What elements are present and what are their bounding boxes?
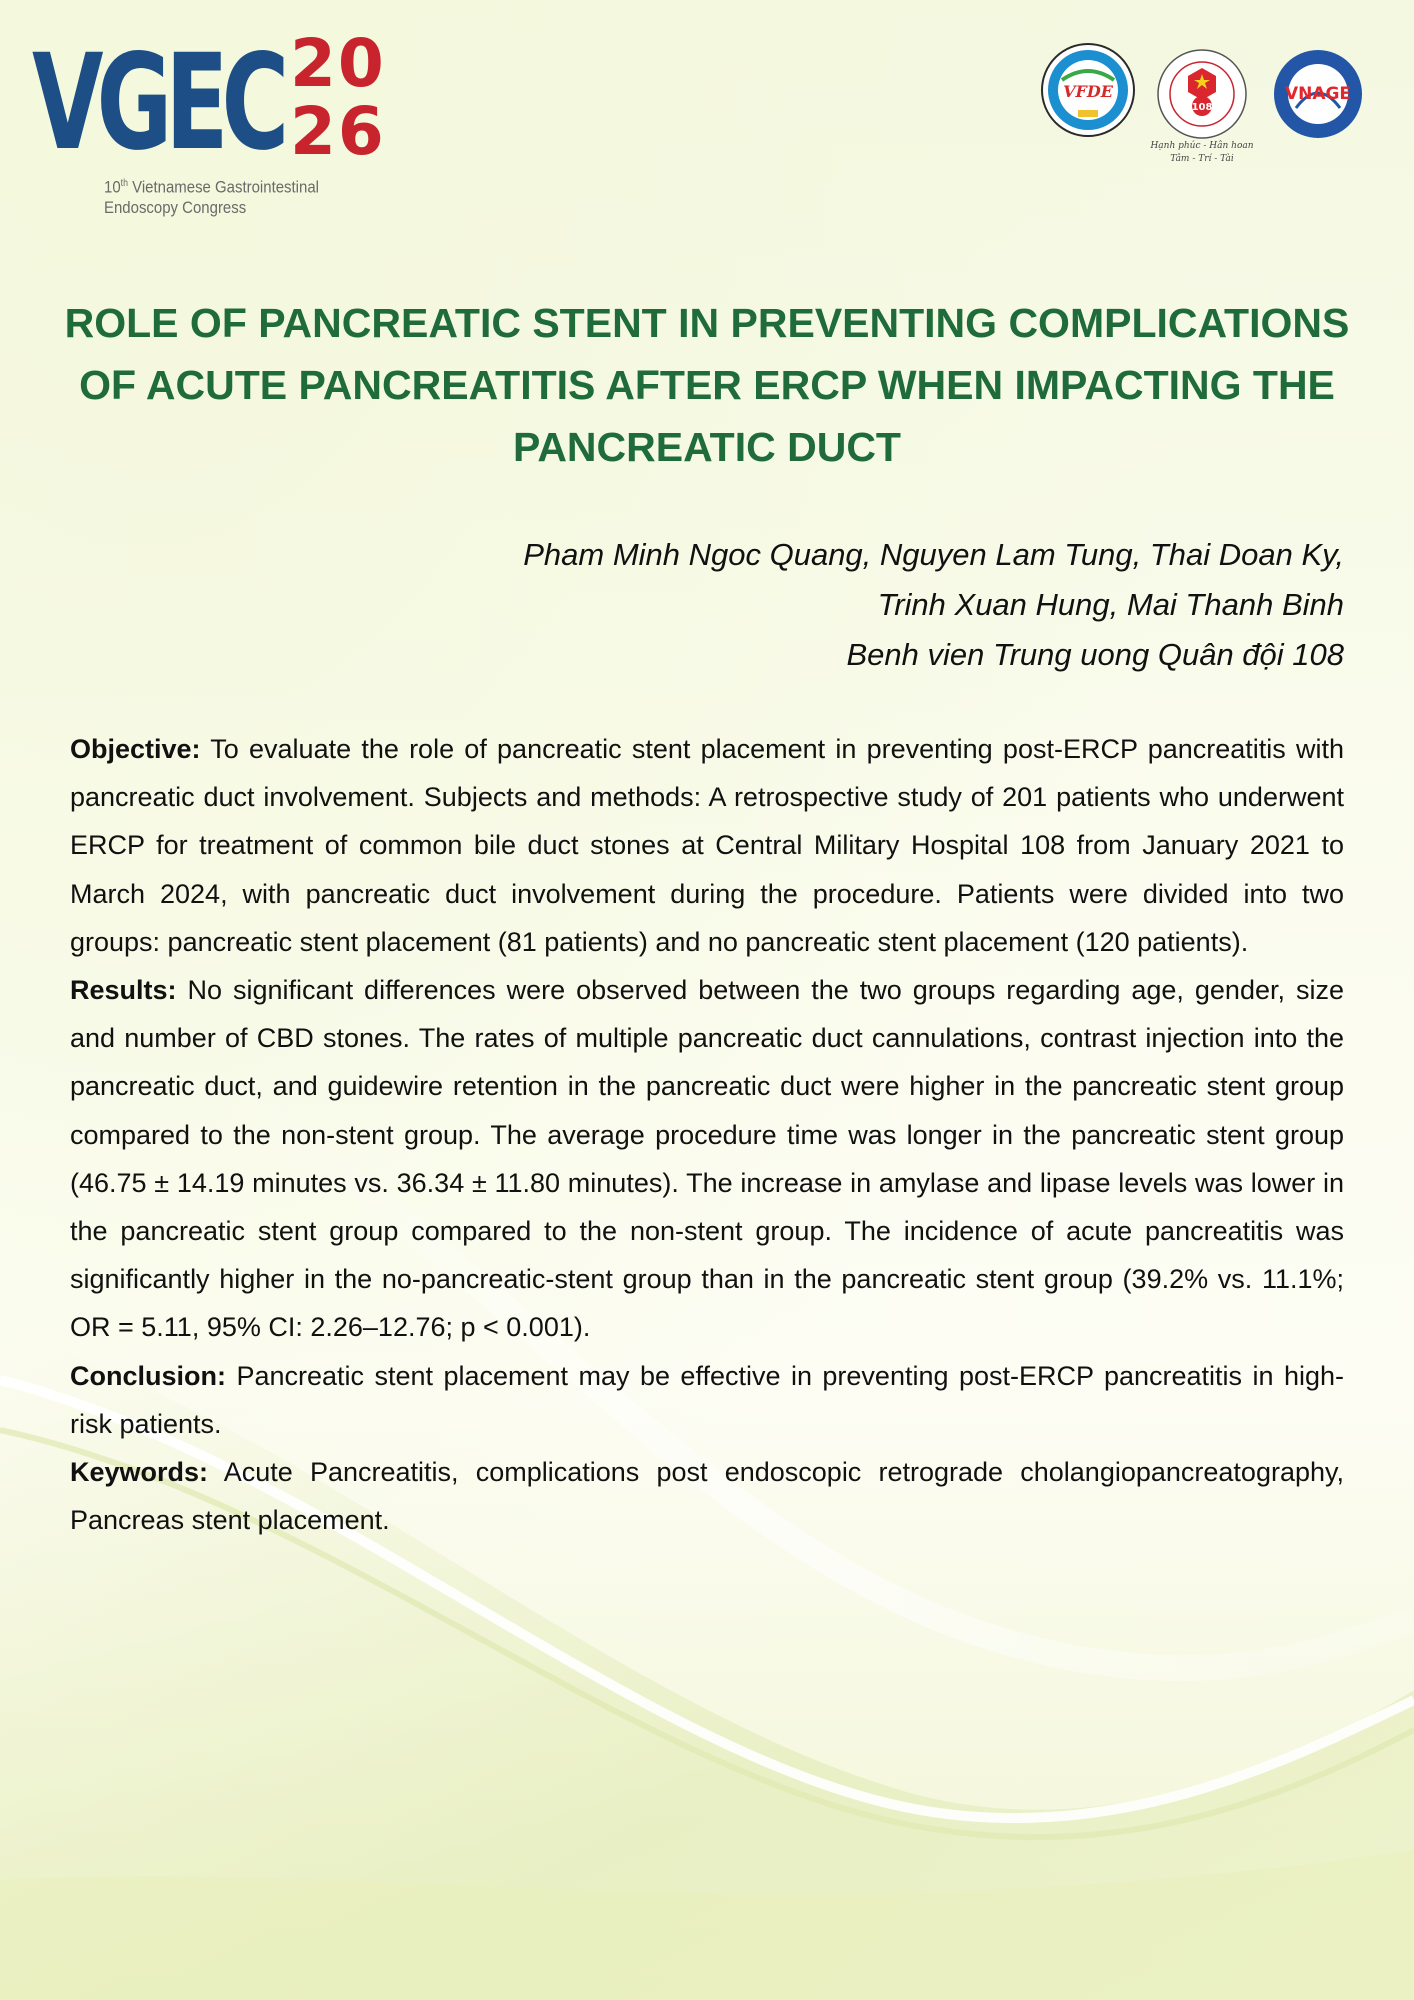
logo-subtitle-line1: Vietnamese Gastrointestinal	[127, 177, 319, 197]
hospital-motto	[1140, 140, 1264, 166]
motto-line-2: Tâm - Trí - Tài	[1170, 154, 1234, 164]
results-text: No significant differences were observed between the two groups regarding age, gender, size and number of CBD stones. The rates of multiple pancreatic duct cannulations, contrast injection into the pancreatic duct, and guidewire retention in the pancreatic duct were higher in the pancreatic stent group compared to the non-stent group. The average procedure time was longer in the pancreatic stent group (46.75 ± 14.19 minutes vs. 36.34 ± 11.80 minutes). The increase in amylase and lipase levels was lower in the pancreatic stent group compared to the non-stent group. The incidence of acute pancreatitis was significantly higher in the no-pancreatic-stent group than in the pancreatic stent group (39.2% vs. 11.1%; OR = 5.11, 95% CI: 2.26–12.76; p < 0.001).	[70, 975, 1344, 1343]
logo-year-top: 20	[290, 25, 386, 102]
hospital-108-seal	[1156, 48, 1248, 140]
vfde-seal	[1040, 42, 1136, 138]
authors-line-1: Pham Minh Ngoc Quang, Nguyen Lam Tung, Thai Doan Ky,	[523, 537, 1344, 572]
partner-seals	[1040, 42, 1370, 172]
hospital-108-seal-text: 108	[1191, 102, 1213, 113]
logo-year	[290, 25, 400, 170]
keywords-text: Acute Pancreatitis, complications post endoscopic retrograde cholangiopancreatography, Pancreas stent placement.	[70, 1457, 1344, 1536]
logo-year-bottom: 26	[290, 93, 386, 170]
vnage-seal	[1272, 48, 1364, 140]
objective-paragraph	[70, 725, 1344, 966]
logo-edition-number: 10	[104, 177, 121, 197]
conclusion-text: Pancreatic stent placement may be effective in preventing post-ERCP pancreatitis in high-risk patients.	[70, 1360, 1344, 1439]
poster-title: ROLE OF PANCREATIC STENT IN PREVENTING COMPLICATIONS OF ACUTE PANCREATITIS AFTER ERCP WHEN IMPACTING THE PANCREATIC DUCT	[64, 300, 1350, 470]
keywords-label: Keywords:	[70, 1457, 209, 1488]
logo-subtitle-line2: Endoscopy Congress	[104, 197, 247, 217]
logo-edition-suffix: th	[120, 178, 128, 189]
objective-label: Objective:	[70, 734, 201, 764]
abstract-body	[70, 725, 1344, 1544]
author-block	[244, 530, 1344, 680]
authors-line-2: Trinh Xuan Hung, Mai Thanh Binh	[877, 587, 1344, 622]
results-label: Results:	[70, 975, 177, 1006]
logo-acronym: VGEC	[32, 26, 283, 180]
results-paragraph	[70, 966, 1344, 1352]
motto-line-1: Hạnh phúc - Hân hoan	[1150, 141, 1254, 151]
logo-subtitle	[104, 174, 319, 218]
objective-text: To evaluate the role of pancreatic stent placement in preventing post-ERCP pancreatitis with pancreatic duct involvement. Subjects and methods: A retrospective study of 201 patients who underwent ERCP for treatment of common bile duct stones at Central Military Hospital 108 from January 2021 to March 2024, with pancreatic duct involvement during the procedure. Patients were divided into two groups: pancreatic stent placement (81 patients) and no pancreatic stent placement (120 patients).	[70, 734, 1344, 957]
conclusion-label: Conclusion:	[70, 1360, 226, 1391]
keywords-paragraph	[70, 1448, 1344, 1544]
vnage-seal-text: VNAGE	[1284, 84, 1352, 104]
vgec-2026-logo	[32, 25, 412, 218]
affiliation: Benh vien Trung uong Quân đội 108	[846, 637, 1344, 672]
conclusion-paragraph	[70, 1352, 1344, 1448]
vfde-seal-text: VFDE	[1063, 82, 1113, 101]
